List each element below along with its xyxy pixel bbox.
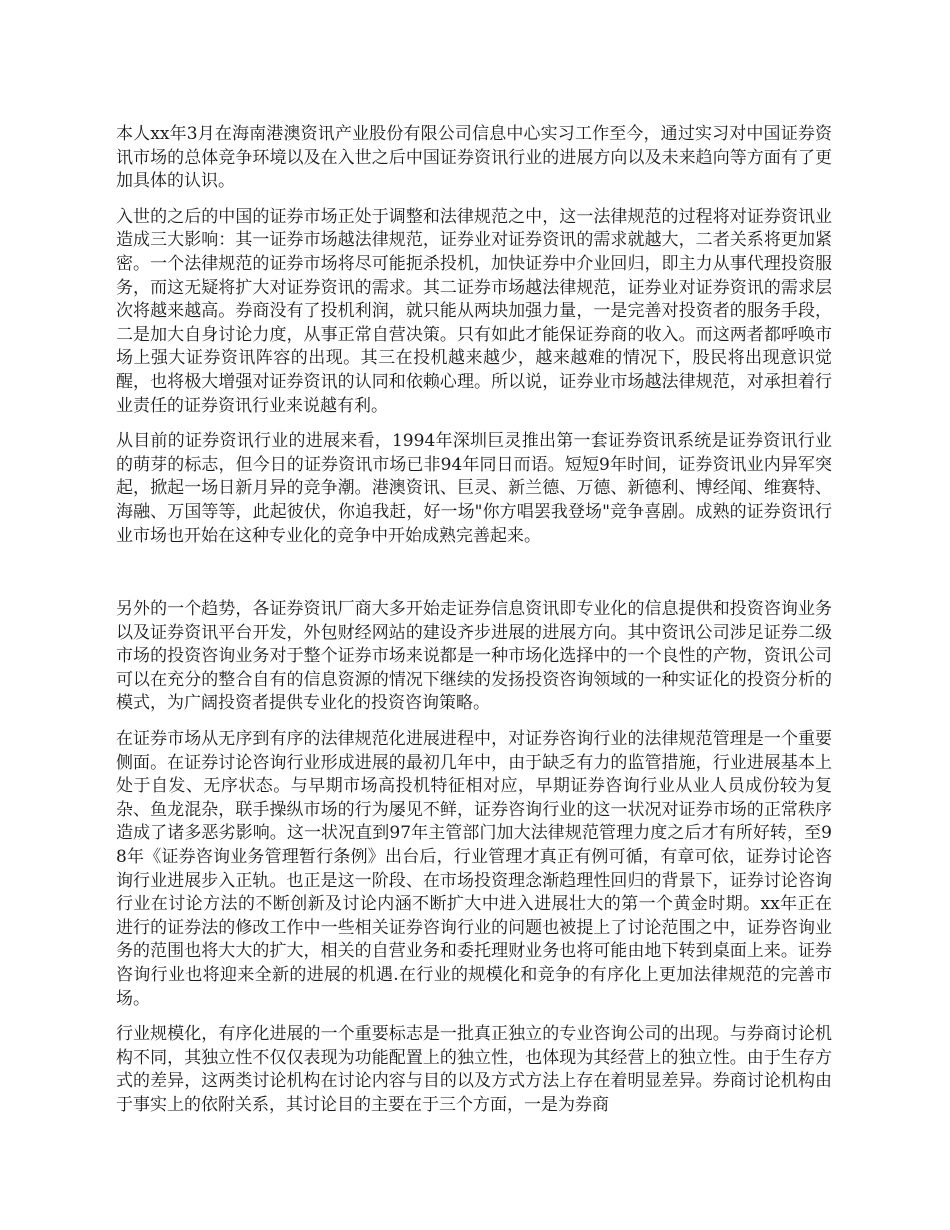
document-body bbox=[116, 123, 832, 1130]
paragraph-internship-intro: 本人xx年3月在海南港澳资讯产业股份有限公司信息中心实习工作至今，通过实习对中国证券资讯市场的总体竞争环境以及在入世之后中国证券资讯行业的进展方向以及未来趋向等方面有了更加具体的认识。 bbox=[116, 124, 832, 192]
paragraph-industry-development: 从目前的证券资讯行业的进展来看，1994年深圳巨灵推出第一套证券资讯系统是证券资讯行业的萌芽的标志，但今日的证券资讯市场已非94年同日而语。短短9年时间，证券资讯业内异军突起，掀起一场日新月异的竞争潮。港澳资讯、巨灵、新兰德、万德、新德利、博经闻、维赛特、海融、万国等等，此起彼伏，你追我赶，好一场"你方唱罢我登场"竞争喜剧。成熟的证券资讯行业市场也开始在这种专业化的竞争中开始成熟完善起来。 bbox=[116, 431, 832, 546]
section-gap bbox=[116, 560, 832, 598]
paragraph-regulation-process: 在证券市场从无序到有序的法律规范化进展进程中，对证券咨询行业的法律规范管理是一个重要侧面。在证券讨论咨询行业形成进展的最初几年中，由于缺乏有力的监管措施，行业进展基本上处于自发、无序状态。与早期市场高投机特征相对应，早期证券咨询行业从业人员成份较为复杂、鱼龙混杂，联手操纵市场的行为屡见不鲜，证券咨询行业的这一状况对证券市场的正常秩序造成了诸多恶劣影响。这一状况直到97年主管部门加大法律规范管理力度之后才有所好转，至98年《证券咨询业务管理暂行条例》出台后，行业管理才真正有例可循，有章可依，证券讨论咨询行业进展步入正轨。也正是这一阶段、在市场投资理念渐趋理性回归的背景下，证券讨论咨询行业在讨论方法的不断创新及讨论内涵不断扩大中进入进展壮大的第一个黄金时期。xx年正在进行的证券法的修改工作中一些相关证券咨询行业的问题也被提上了讨论范围之中，证券咨询业务的范围也将大大的扩大，相关的自营业务和委托理财业务也将可能由地下转到桌面上来。证券咨询行业也将迎来全新的进展的机遇.在行业的规模化和竞争的有序化上更加法律规范的完善市场。 bbox=[116, 729, 832, 1009]
paragraph-wto-impact: 入世的之后的中国的证券市场正处于调整和法律规范之中，这一法律规范的过程将对证券资讯业造成三大影响：其一证券市场越法律规范，证券业对证券资讯的需求就越大，二者关系将更加紧密。一个法律规范的证券市场将尽可能扼杀投机，加快证券中介业回归，即主力从事代理投资服务，而这无疑将扩大对证券资讯的需求。其二证券市场越法律规范，证券业对证券资讯的需求层次将越来越高。券商没有了投机利润，就只能从两块加强力量，一是完善对投资者的服务手段，二是加大自身讨论力度，从事正常自营决策。只有如此才能保证券商的收入。而这两者都呼唤市场上强大证券资讯阵容的出现。其三在投机越来越少，越来越难的情况下，股民将出现意识觉醒，也将极大增强对证券资讯的认同和依赖心理。所以说，证券业市场越法律规范，对承担着行业责任的证券资讯行业来说越有利。 bbox=[116, 206, 832, 416]
paragraph-industry-scale: 行业规模化，有序化进展的一个重要标志是一批真正独立的专业咨询公司的出现。与券商讨论机构不同，其独立性不仅仅表现为功能配置上的独立性，也体现为其经营上的独立性。由于生存方式的差异，这两类讨论机构在讨论内容与目的以及方式方法上存在着明显差异。券商讨论机构由于事实上的依附关系，其讨论目的主要在于三个方面，一是为券商 bbox=[116, 1024, 832, 1115]
paragraph-another-trend: 另外的一个趋势，各证券资讯厂商大多开始走证券信息资讯即专业化的信息提供和投资咨询业务以及证券资讯平台开发，外包财经网站的建设齐步进展的进展方向。其中资讯公司涉足证券二级市场的投资咨询业务对于整个证券市场来说都是一种市场化选择中的一个良性的产物，资讯公司可以在充分的整合自有的信息资源的情况下继续的发扬投资咨询领域的一种实证化的投资分析的模式，为广阔投资者提供专业化的投资咨询策略。 bbox=[116, 599, 832, 714]
